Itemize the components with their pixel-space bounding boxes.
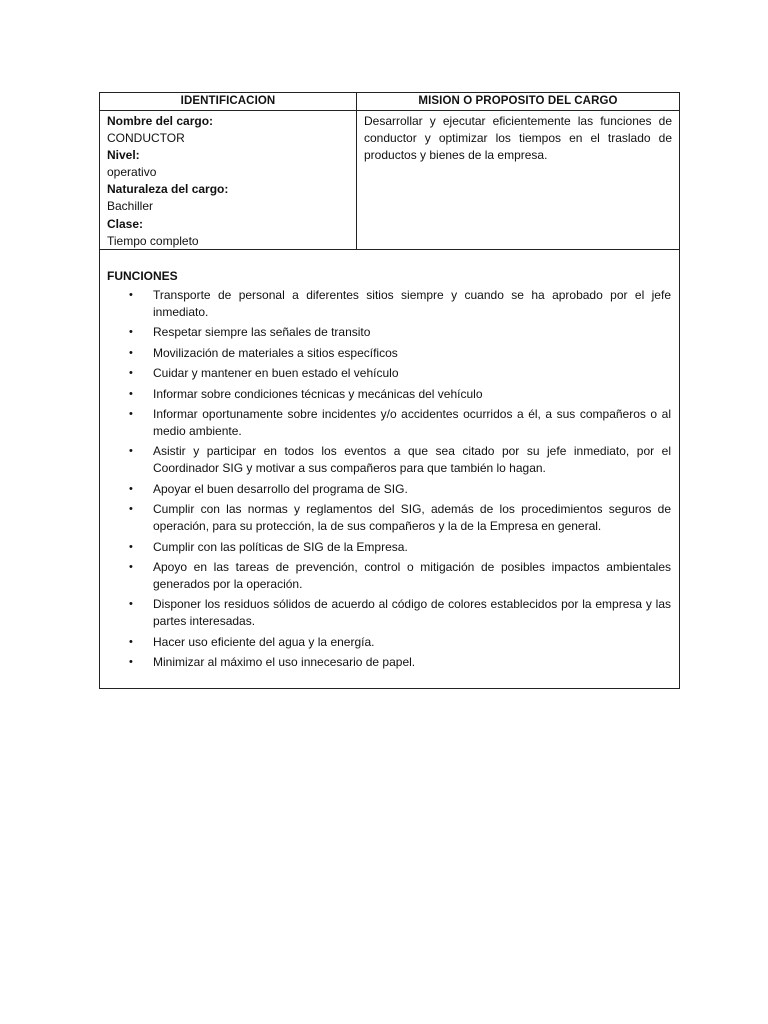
list-item (107, 654, 671, 671)
clase-value: Tiempo completo (107, 233, 199, 248)
list-item (107, 501, 671, 535)
funcion-text: Asistir y participar en todos los eventos a que sea citado por su jefe inmediato, por el Coordinador SIG y motivar a sus compañeros para que también lo hagan. (153, 444, 671, 476)
list-item (107, 406, 671, 440)
bullet-icon: • (129, 289, 133, 301)
bullet-icon: • (129, 635, 133, 648)
list-item (107, 559, 671, 593)
list-item (107, 365, 671, 382)
bullet-icon: • (129, 387, 133, 400)
nombre-cargo-label: Nombre del cargo: (107, 114, 214, 128)
mision-column (357, 93, 679, 249)
funcion-text: Cumplir con las políticas de SIG de la Empresa. (153, 539, 408, 554)
funcion-text: Hacer uso eficiente del agua y la energía. (153, 634, 375, 649)
mision-text: Desarrollar y ejecutar eficientemente las funciones de conductor y optimizar los tiempos en el traslado de productos y bienes de la empresa. (364, 114, 672, 163)
identificacion-body (100, 111, 356, 249)
nombre-cargo-value: CONDUCTOR (107, 131, 185, 146)
job-description-table (99, 92, 680, 689)
funcion-text: Informar sobre condiciones técnicas y mecánicas del vehículo (153, 386, 483, 401)
funcion-text: Transporte de personal a diferentes sitios siempre y cuando se ha aprobado por el jefe inmediato. (153, 288, 671, 319)
list-item (107, 443, 671, 477)
funcion-text: Apoyo en las tareas de prevención, control o mitigación de posibles impactos ambientales generados por la operación. (153, 559, 671, 591)
bullet-icon: • (129, 598, 133, 611)
bullet-icon: • (129, 482, 133, 495)
nivel-value: operativo (107, 165, 157, 180)
bullet-icon: • (129, 503, 133, 516)
funciones-list (107, 287, 671, 671)
bullet-icon: • (129, 407, 133, 420)
funcion-text: Movilización de materiales a sitios específicos (153, 345, 398, 360)
naturaleza-value: Bachiller (107, 199, 154, 214)
bullet-icon: • (129, 656, 133, 669)
bullet-icon: • (129, 367, 133, 380)
list-item (107, 596, 671, 630)
bullet-icon: • (129, 445, 133, 458)
naturaleza-label: Naturaleza del cargo: (107, 182, 229, 197)
list-item (107, 539, 671, 556)
funcion-text: Minimizar al máximo el uso innecesario de papel. (153, 655, 416, 670)
mision-header: MISION O PROPOSITO DEL CARGO (357, 93, 679, 111)
list-item (107, 345, 671, 362)
list-item (107, 287, 671, 321)
list-item (107, 634, 671, 651)
bullet-icon: • (129, 326, 133, 339)
bullet-icon: • (129, 560, 133, 573)
list-item (107, 386, 671, 403)
funciones-section (100, 250, 679, 688)
funcion-text: Apoyar el buen desarrollo del programa de SIG. (153, 481, 408, 496)
bullet-icon: • (129, 346, 133, 359)
funciones-title: FUNCIONES (107, 269, 178, 283)
funcion-text: Respetar siempre las señales de transito (153, 325, 371, 340)
funcion-text: Cuidar y mantener en buen estado el vehículo (153, 366, 399, 381)
nivel-label: Nivel: (107, 148, 140, 163)
top-row (100, 93, 679, 250)
list-item (107, 324, 671, 341)
bullet-icon: • (129, 540, 133, 553)
identificacion-column (100, 93, 357, 249)
clase-label: Clase: (107, 216, 144, 231)
identificacion-header: IDENTIFICACION (100, 93, 356, 111)
funcion-text: Cumplir con las normas y reglamentos del SIG, además de los procedimientos seguros de operación, para su protección, la de sus compañeros y la de la Empresa en general. (153, 502, 671, 534)
list-item (107, 481, 671, 498)
funcion-text: Disponer los residuos sólidos de acuerdo al código de colores establecidos por la empresa y las partes interesadas. (153, 597, 671, 629)
funcion-text: Informar oportunamente sobre incidentes y/o accidentes ocurridos a él, a sus compañeros o al medio ambiente. (153, 406, 671, 438)
